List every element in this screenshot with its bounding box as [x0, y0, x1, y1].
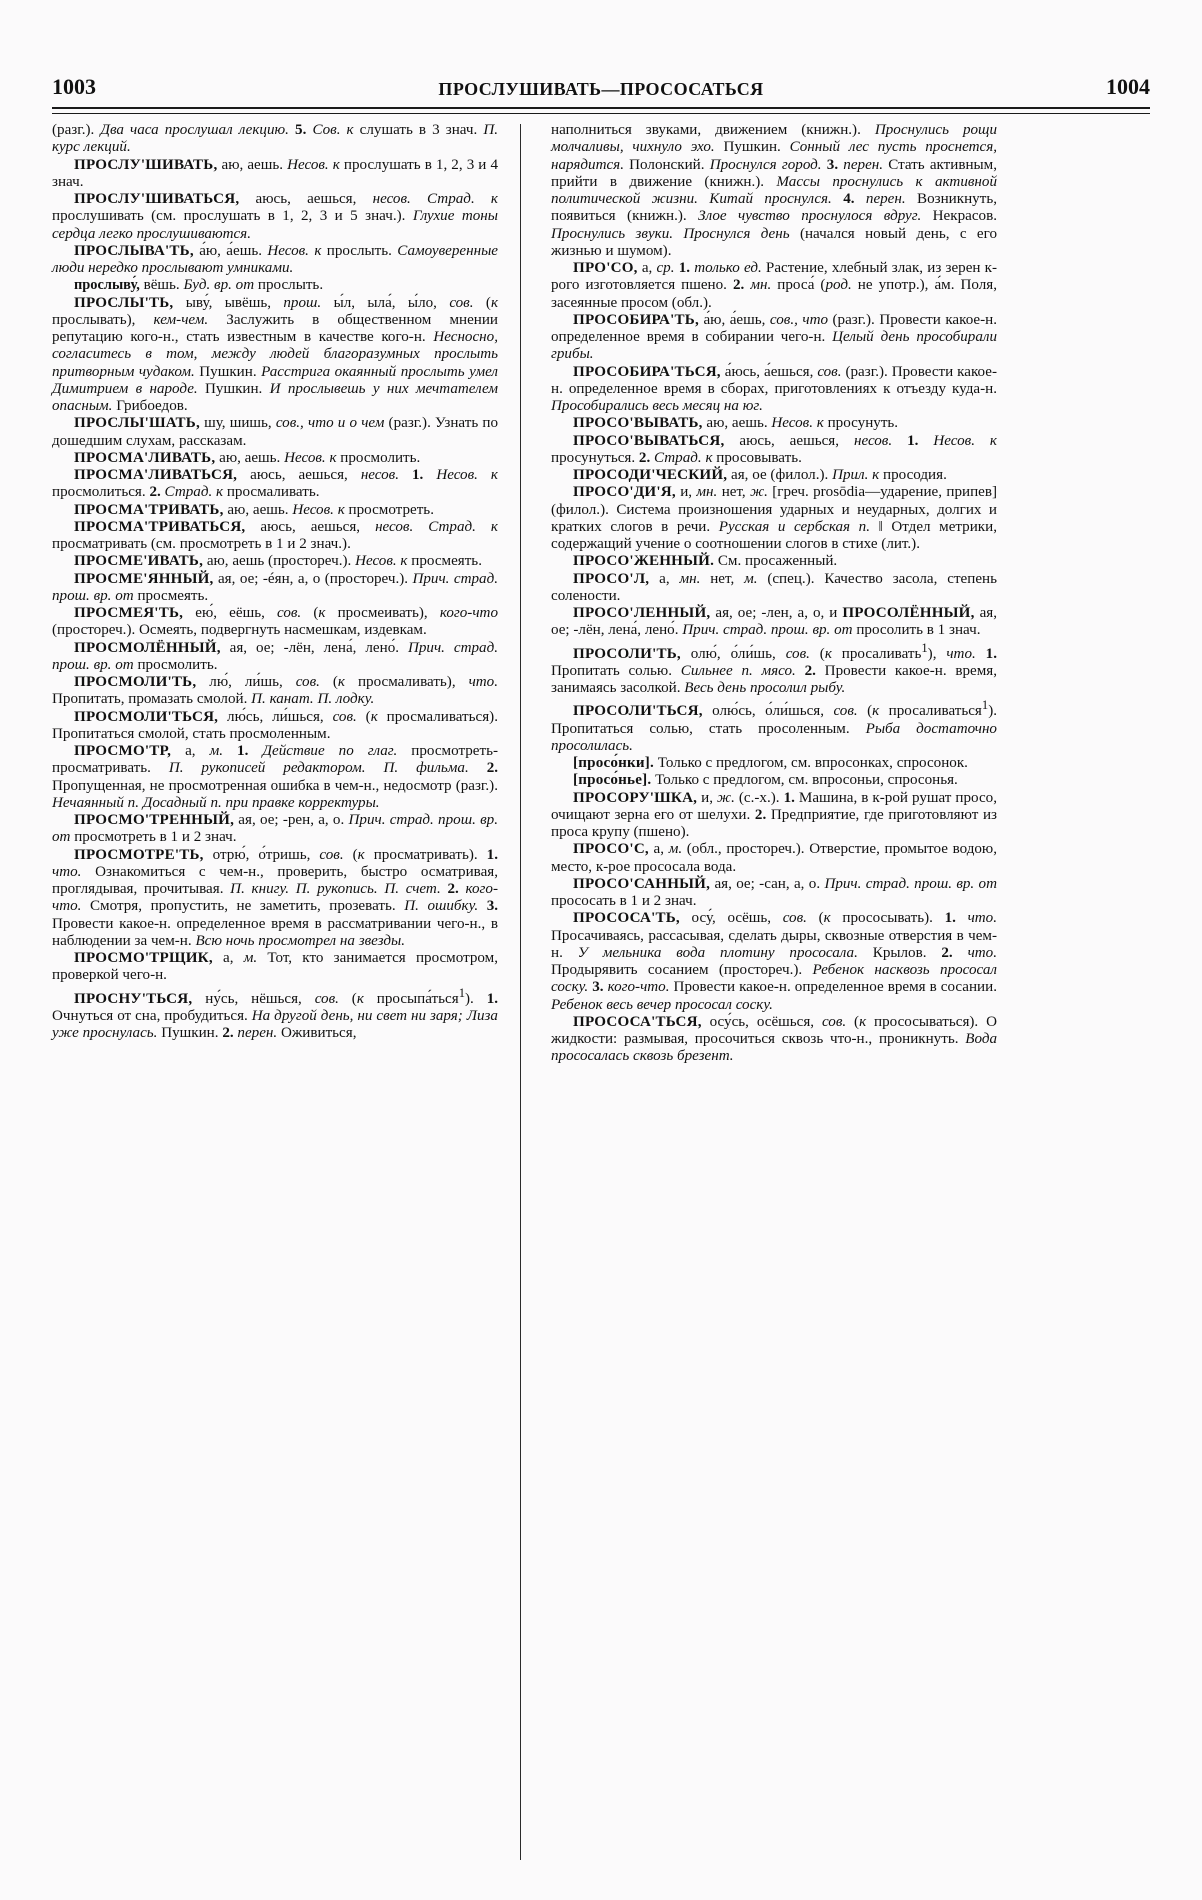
dictionary-entry: ПРОСЛУ'ШИВАТЬ, аю, аешь. Несов. к прослушать в 1, 2, 3 и 4 знач. [52, 156, 499, 190]
dictionary-entry: ПРОСОРУ'ШКА, и, ж. (с.-х.). 1. Машина, в к-рой рушат просо, очищают зерна его от шелухи. 2. Предприятие, где приготовляют из проса крупу (пшено). [551, 789, 997, 841]
dictionary-entry: ПРОСМА'ТРИВАТЬ, аю, аешь. Несов. к просмотреть. [74, 501, 434, 518]
dictionary-entry: ПРОСМОЛИ'ТЬ, лю́, ли́шь, сов. (к просмаливать), что. Пропитать, промазать смолой. П. канат. П. лодку. [52, 674, 498, 708]
dictionary-entry: [просо́нье]. Только с предлогом, см. впросоньи, спросонья. [573, 772, 958, 789]
folio-right: 1004 [1106, 74, 1150, 99]
header-rule [52, 107, 1150, 114]
column-right [529, 122, 997, 1860]
dictionary-entry: ПРОСМОТРЕ'ТЬ, отрю́, о́тришь, сов. (к просматривать). 1. что. Ознакомиться с чем-н., проверить, быстро осматривая, проглядывая, прочитывая. П. книгу. П. рукопись. П. счет. 2. кого-что. Смотря, пропустить, не заметить, прозевать. П. ошибку. 3. Провести какое-н. определенное время в рассматривании чего-н., в наблюдении за чем-н. Всю ночь просмотрел на звезды. [52, 846, 499, 949]
dictionary-entry: прослыву́, вёшь. Буд. вр. от прослыть. [74, 277, 324, 294]
entry-continuation: (разг.). Два часа прослушал лекцию. 5. Сов. к слушать в 3 знач. П. курс лекций. [52, 122, 498, 156]
dictionary-entry: ПРОСО'ДИ'Я, и, мн. нет, ж. [греч. prosōdia—ударение, припев] (филол.). Система произношения ударных и неударных, долгих и кратких слогов в речи. Русская и сербская п. ‖ Отдел метрики, содержащий учение о соотношении слогов в стихе (лит.). [551, 484, 998, 552]
dictionary-entry: ПРОСМЕ'ЯННЫЙ, ая, ое; -éян, а, о (простореч.). Прич. страд. прош. вр. от просмеять. [52, 570, 498, 604]
column-left [52, 122, 512, 1860]
dictionary-entry: ПРОСМЕЯ'ТЬ, ею́, еёшь, сов. (к просмеивать), кого-что (простореч.). Осмеять, подвергнуть насмешкам, издевкам. [52, 605, 498, 639]
dictionary-entry: ПРОСО'ЛЕННЫЙ, ая, ое; -лен, а, о, и ПРОСОЛЁННЫЙ, ая, ое; -лён, лена́, лено́. Прич. страд. прош. вр. от просолить в 1 знач. [551, 605, 997, 639]
dictionary-entry: ПРОСНУ'ТЬСЯ, ну́сь, нёшься, сов. (к просыпа́ться$^1$). 1. Очнуться от сна, пробудиться. На другой день, ни свет ни заря; Лиза уже проснулась. Пушкин. 2. перен. Оживиться, [52, 985, 499, 1042]
dictionary-entry: ПРОСМО'ТРЕННЫЙ, ая, ое; -рен, а, о. Прич. страд. прош. вр. от просмотреть в 1 и 2 знач. [52, 812, 498, 846]
dictionary-entry: ПРОСОДИ'ЧЕСКИЙ, ая, ое (филол.). Прил. к просодия. [573, 467, 947, 483]
dictionary-entry: ПРОСО'ВЫВАТЬ, аю, аешь. Несов. к просунуть. [573, 415, 899, 432]
dictionary-entry: ПРОСО'ВЫВАТЬСЯ, аюсь, аешься, несов. 1. Несов. к просунуться. 2. Страд. к просовывать. [551, 432, 997, 466]
dictionary-entry: ПРОСОСА'ТЬ, осу́, осёшь, сов. (к прососывать). 1. что. Просачиваясь, рассасывая, сделать дыры, сквозные отверстия в чем-н. У мельника вода плотину прососала. Крылов. 2. что. Продырявить сосанием (простореч.). Ребенок насквозь прососал соску. 3. кого-что. Провести какое-н. определенное время в сосании. Ребенок весь вечер прососал соску. [551, 910, 997, 1013]
dictionary-entry: ПРОСМА'ЛИВАТЬСЯ, аюсь, аешься, несов. 1. Несов. к просмолиться. 2. Страд. к просмаливать. [52, 467, 498, 501]
dictionary-entry: ПРОСЛЫ'ШАТЬ, шу, шишь, сов., что и о чем (разг.). Узнать по дошедшим слухам, рассказам. [52, 415, 498, 449]
entry-continuation: наполниться звуками, движением (книжн.). Проснулись рощи молчаливы, чихнуло эхо. Пушкин. Сонный лес пусть проснется, нарядится. Полонский. Проснулся город. 3. перен. Стать активным, прийти в движение (книжн.). Массы проснулись к активной политической жизни. Китай проснулся. 4. перен. Возникнуть, появиться (книжн.). Злое чувство проснулося вдруг. Некрасов. Проснулись звуки. Проснулся день (начался новый день, с его жизнью и шумом). [551, 122, 998, 259]
dictionary-entry: ПРО'СО, а, ср. 1. только ед. Растение, хлебный злак, из зерен к-рого изготовляется пшено. 2. мн. проса́ (род. не употр.), а́м. Поля, засеянные просом (обл.). [551, 260, 998, 311]
folio-left: 1003 [52, 74, 96, 99]
dictionary-entry: ПРОСМО'ТР, а, м. 1. Действие по глаг. просмотреть-просматривать. П. рукописей редактором. П. фильма. 2. Пропущенная, не просмотренная ошибка в чем-н., недосмотр (разг.). Нечаянный п. Досадный п. при правке корректуры. [52, 743, 499, 811]
dictionary-entry: ПРОСО'САННЫЙ, ая, ое; -сан, а, о. Прич. страд. прош. вр. от прососать в 1 и 2 знач. [551, 875, 997, 910]
dictionary-entry: ПРОСЛЫ'ТЬ, ыву́, ывёшь, прош. ы́л, ыла́, ы́ло, сов. (к прослывать), кем-чем. Заслужить в общественном мнении репутацию кого-н., стать известным в качестве кого-н. Несносно, согласитесь в том, между людей благоразумных прослыть притворным чудаком. Пушкин. Расстрига окаянный прослыть умел Димитрием в народе. Пушкин. И прослывешь у них мечтателем опасным. Грибоедов. [52, 294, 498, 414]
dictionary-entry: ПРОСМО'ТРЩИК, а, м. Тот, кто занимается просмотром, проверкой чего-н. [52, 950, 498, 984]
dictionary-entry: ПРОСЛЫВА'ТЬ, а́ю, а́ешь. Несов. к прослыть. Самоуверенные люди нередко прослывают умниками. [52, 242, 498, 276]
dictionary-entry: ПРОСОСА'ТЬСЯ, осу́сь, осёшься, сов. (к прососываться). О жидкости: размывая, просочиться сквозь что-н., проникнуть. Вода прососалась сквозь брезент. [551, 1013, 997, 1065]
column-divider [520, 124, 521, 1860]
text-body [52, 122, 1150, 1860]
dictionary-entry: ПРОСМА'ТРИВАТЬСЯ, аюсь, аешься, несов. Страд. к просматривать (см. просмотреть в 1 и 2 знач.). [52, 518, 498, 552]
dictionary-entry: ПРОСМОЛЁННЫЙ, ая, ое; -лён, лена́, лено́. Прич. страд. прош. вр. от просмолить. [52, 639, 499, 673]
dictionary-entry: ПРОСО'С, а, м. (обл., простореч.). Отверстие, промытое водою, место, к-рое прососала вода. [551, 841, 997, 875]
running-title: ПРОСЛУШИВАТЬ—ПРОСОСАТЬСЯ [438, 79, 764, 99]
dictionary-entry: ПРОСОБИРА'ТЬСЯ, а́юсь, а́ешься, сов. (разг.). Провести какое-н. определенное время в сборах, приготовлениях к отъезду куда-н. Прособирались весь месяц на юг. [551, 363, 997, 414]
dictionary-entry: [просо́нки]. Только с предлогом, см. впросонках, спросонок. [573, 755, 968, 772]
dictionary-entry: ПРОСМА'ЛИВАТЬ, аю, аешь. Несов. к просмолить. [74, 449, 421, 466]
dictionary-entry: ПРОСОЛИ'ТЬ, олю́, о́ли́шь, сов. (к просаливать$^1$), что. 1. Пропитать солью. Сильнее п. мясо. 2. Провести какое-н. время, занимаясь засолкой. Весь день просолил рыбу. [551, 640, 997, 697]
dictionary-entry: ПРОСО'ЖЕННЫЙ. См. просаженный. [573, 553, 838, 570]
dictionary-entry: ПРОСМЕ'ИВАТЬ, аю, аешь (простореч.). Несов. к просмеять. [74, 553, 482, 570]
dictionary-entry: ПРОСО'Л, а, мн. нет, м. (спец.). Качество засола, степень солености. [551, 570, 997, 604]
dictionary-entry: ПРОСЛУ'ШИВАТЬСЯ, аюсь, аешься, несов. Страд. к прослушивать (см. прослушать в 1, 2, 3 и 5 знач.). Глухие тоны сердца легко прослушиваются. [52, 191, 498, 242]
running-head [52, 64, 1150, 98]
dictionary-entry: ПРОСМОЛИ'ТЬСЯ, лю́сь, ли́шься, сов. (к просмаливаться). Пропитаться смолой, стать просмоленным. [52, 708, 498, 742]
dictionary-entry: ПРОСОЛИ'ТЬСЯ, олю́сь, о́ли́шься, сов. (к просаливаться$^1$). Пропитаться солью, стать просоленным. Рыба достаточно просолилась. [551, 698, 997, 754]
dictionary-entry: ПРОСОБИРА'ТЬ, а́ю, а́ешь, сов., что (разг.). Провести какое-н. определенное время в собирании чего-н. Целый день прособирали грибы. [551, 311, 997, 363]
